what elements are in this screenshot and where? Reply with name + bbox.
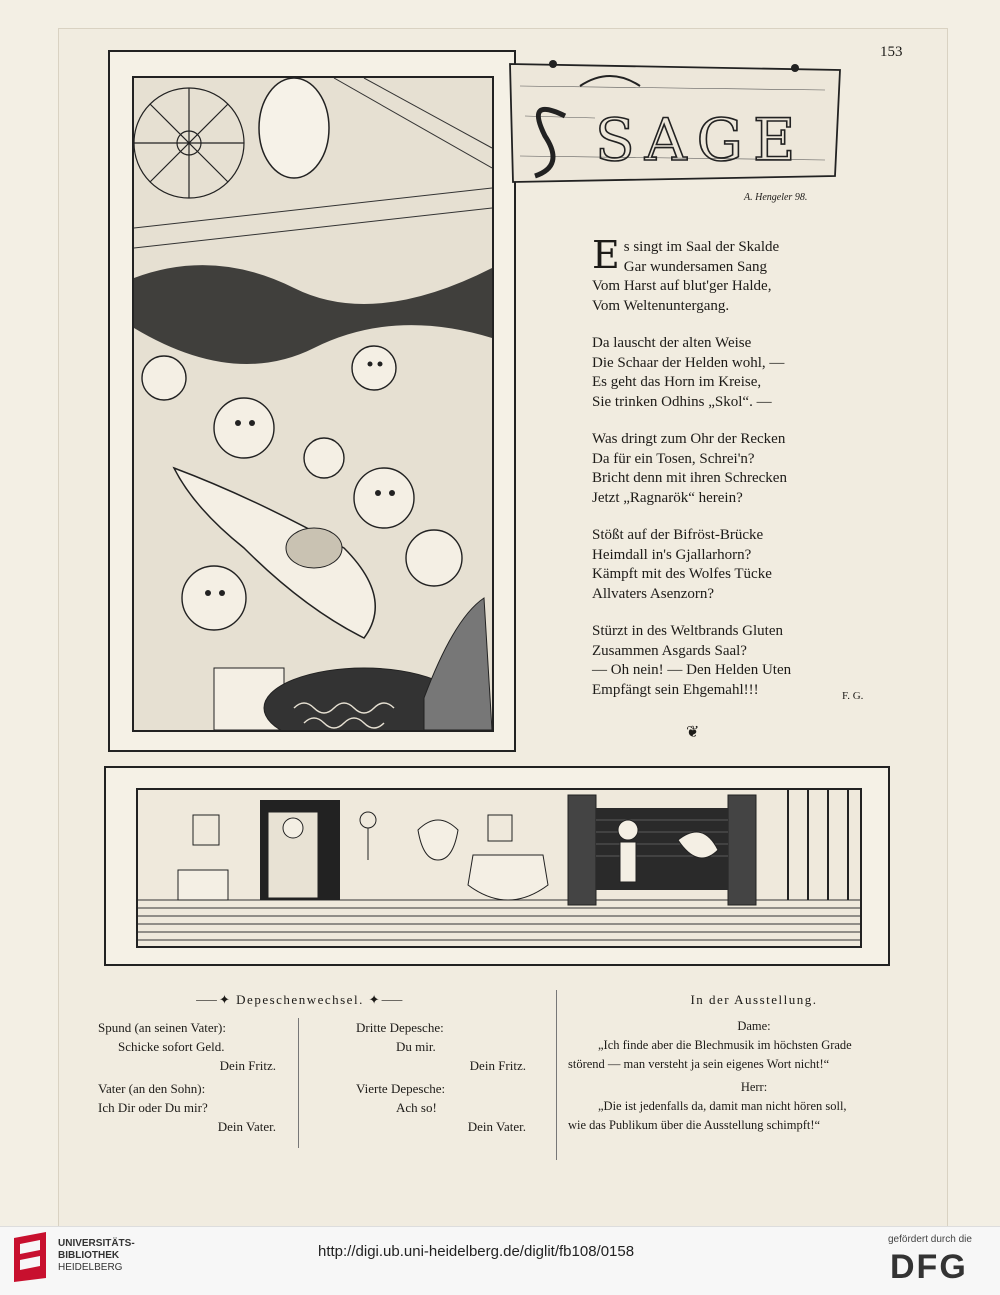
stanza-3 (592, 430, 791, 508)
dispatch-signature: Dein Fritz. (469, 1058, 526, 1073)
drop-cap: E (592, 233, 620, 277)
poem-line: — Oh nein! — Den Helden Uten (592, 662, 792, 678)
poem-line: Stößt auf der Bifröst-Brücke (592, 527, 764, 543)
dispatch-signature: Dein Vater. (217, 1119, 276, 1134)
quote-line: „Ich finde aber die Blechmusik im höchsten Grade (598, 1038, 852, 1052)
quote-line: störend — man versteht ja sein eigenes Wort nicht!“ (568, 1057, 830, 1071)
dispatch-signature: Dein Fritz. (219, 1058, 276, 1073)
speaker-label: Dame: (737, 1019, 771, 1033)
poem-line: Zusammen Asgards Saal? (592, 642, 747, 659)
dispatch-signature: Dein Vater. (467, 1119, 526, 1134)
poem-line: Gar wundersamen Sang (623, 258, 768, 275)
dispatch-line: Schicke sofort Geld. (118, 1039, 225, 1054)
ornament-icon: ❦ (686, 722, 700, 741)
library-name-line: UNIVERSITÄTS- (58, 1238, 135, 1249)
dispatch-line: Ach so! (396, 1100, 437, 1115)
dfg-logo[interactable]: DFG (890, 1248, 968, 1286)
poem-line: Allvaters Asenzorn? (592, 585, 715, 602)
column-divider (298, 1018, 299, 1148)
viking-hall-illustration (108, 50, 516, 752)
dispatch-speaker: Spund (an seinen Vater): (98, 1020, 226, 1035)
poem-line: Heimdall in's Gjallarhorn? (592, 546, 752, 563)
library-name-line: BIBLIOTHEK (58, 1250, 120, 1261)
quote-line: „Die ist jedenfalls da, damit man nicht hören soll, (598, 1099, 847, 1113)
dispatch-line: Ich Dir oder Du mir? (98, 1100, 208, 1115)
poem-line: Jetzt „Ragnarök“ herein? (592, 489, 743, 506)
artist-signature: A. Hengeler 98. (744, 192, 808, 203)
comic-strip-drawing (138, 790, 860, 946)
poem-line: Kämpft mit des Wolfes Tücke (592, 566, 772, 582)
ub-heidelberg-logo-icon[interactable] (10, 1230, 52, 1284)
library-name[interactable] (58, 1238, 135, 1274)
stanza-1 (592, 233, 791, 316)
viewer-footer (0, 1226, 1000, 1295)
comic-strip-illustration (104, 766, 890, 966)
depeschen-heading: ⸺✦ Depeschenwechsel. ✦⸺ (195, 992, 405, 1007)
poem-line: Da lauscht der alten Weise (592, 335, 752, 351)
speaker-label: Herr: (740, 1080, 768, 1094)
stanza-2 (592, 334, 791, 412)
ausstellung-column (568, 990, 940, 1135)
title-signboard (505, 56, 845, 186)
dispatch-speaker: Dritte Depesche: (356, 1020, 444, 1035)
poem-line: Die Schaar der Helden wohl, — (592, 354, 785, 371)
author-initials: F. G. (842, 690, 864, 702)
dispatch-line: Du mir. (396, 1039, 436, 1054)
poem-line: Vom Weltenuntergang. (592, 297, 730, 314)
poem-line: Es geht das Horn im Kreise, (592, 374, 762, 390)
stanza-5 (592, 622, 791, 700)
poem-line: Da für ein Tosen, Schrei'n? (592, 450, 755, 467)
depeschen-left-column (98, 1018, 288, 1136)
funding-note: gefördert durch die (888, 1234, 972, 1245)
dispatch-speaker: Vierte Depesche: (356, 1081, 446, 1096)
ausstellung-heading: In der Ausstellung. (690, 992, 818, 1007)
poem-line: Stürzt in des Weltbrands Gluten (592, 623, 783, 639)
permalink-url[interactable]: http://digi.ub.uni-heidelberg.de/diglit/fb108/0158 (318, 1243, 635, 1260)
poem-line: s singt im Saal der Skalde (623, 239, 780, 255)
quote-line: wie das Publikum über die Ausstellung schimpft!“ (568, 1118, 821, 1132)
depeschen-heading-text: Depeschenwechsel. (236, 992, 364, 1007)
page-number: 153 (880, 44, 903, 60)
poem-line: Bricht denn mit ihren Schrecken (592, 470, 787, 486)
poem-line: Empfängt sein Ehgemahl!!! (592, 681, 759, 698)
poem (592, 233, 792, 718)
poem-line: Vom Harst auf blut'ger Halde, (592, 278, 772, 294)
poem-line: Sie trinken Odhins „Skol“. — (592, 393, 772, 410)
depeschen-right-column (356, 1018, 536, 1136)
column-divider (556, 990, 557, 1160)
title-text: SAGE (595, 106, 806, 174)
poem-line: Was dringt zum Ohr der Recken (592, 431, 786, 447)
dispatch-speaker: Vater (an den Sohn): (98, 1081, 206, 1096)
viking-scene-drawing (134, 78, 492, 730)
library-name-line: HEIDELBERG (58, 1262, 123, 1273)
sage-title-graphic (505, 56, 845, 186)
stanza-4 (592, 526, 791, 604)
